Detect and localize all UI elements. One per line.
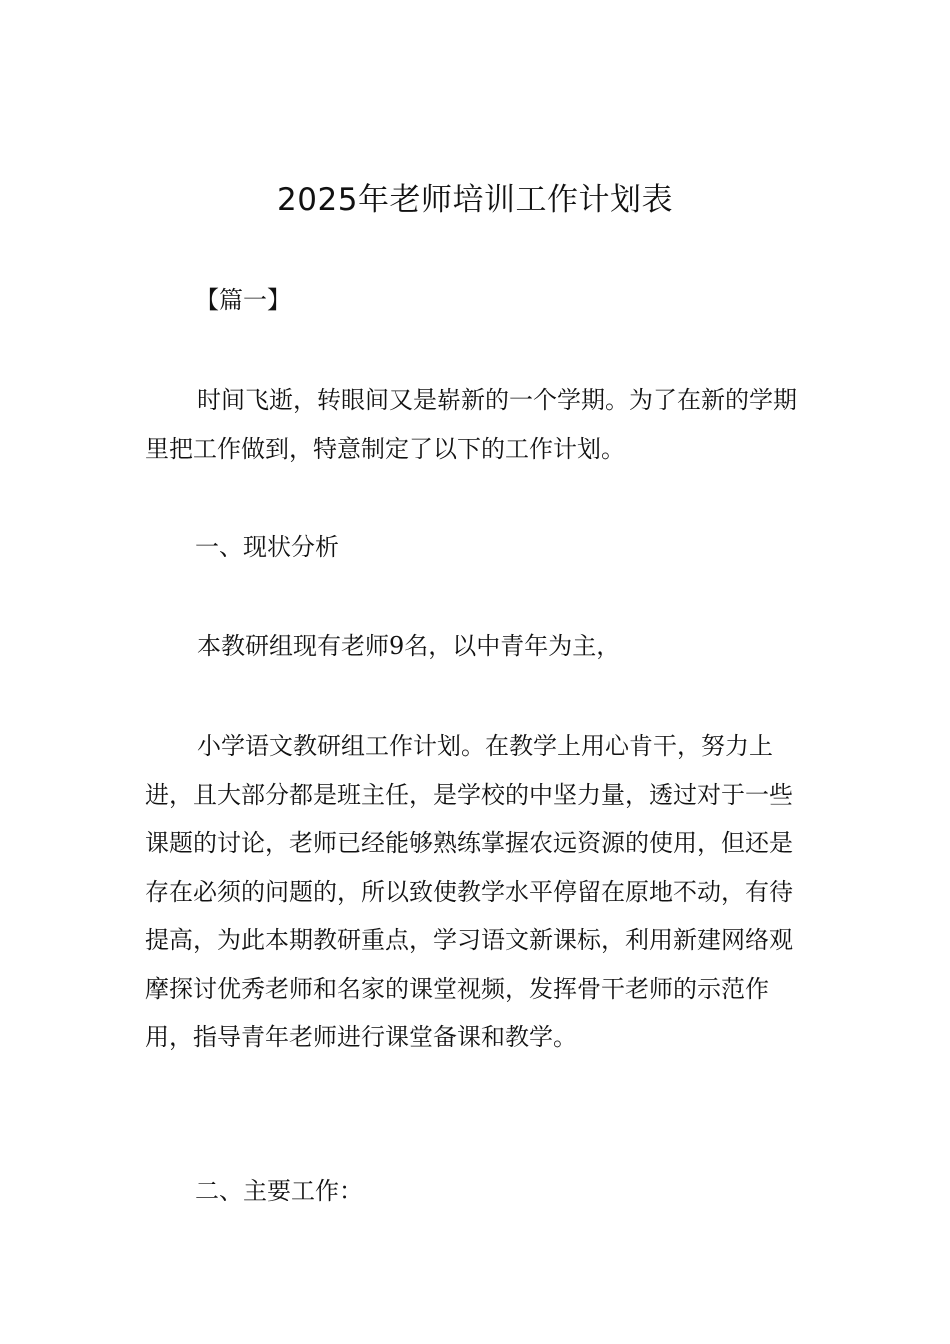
section-heading-main-work: 二、主要工作： — [195, 1177, 363, 1205]
paragraph-status: 本教研组现有老师9名，以中青年为主， — [197, 632, 621, 660]
paragraph-detail: 小学语文教研组工作计划。在教学上用心肯干，努力上进，且大部分都是班主任，是学校的中坚力量，透过对于一些课题的讨论，老师已经能够熟练掌握农远资源的使用，但还是存在必须的问题的，所以致使教学水平停留在原地不动，有待提高，为此本期教研重点，学习语文新课标，利用新建网络观摩探讨优秀老师和名家的课堂视频，发挥骨干老师的示范作用，指导青年老师进行课堂备课和教学。 — [145, 732, 793, 1051]
document-title: 2025年老师培训工作计划表 — [277, 182, 673, 218]
part-label: 【篇一】 — [195, 286, 291, 314]
section-heading-status-analysis: 一、现状分析 — [195, 533, 339, 561]
paragraph-intro: 时间飞逝，转眼间又是崭新的一个学期。为了在新的学期里把工作做到，特意制定了以下的工作计划。 — [145, 386, 797, 463]
